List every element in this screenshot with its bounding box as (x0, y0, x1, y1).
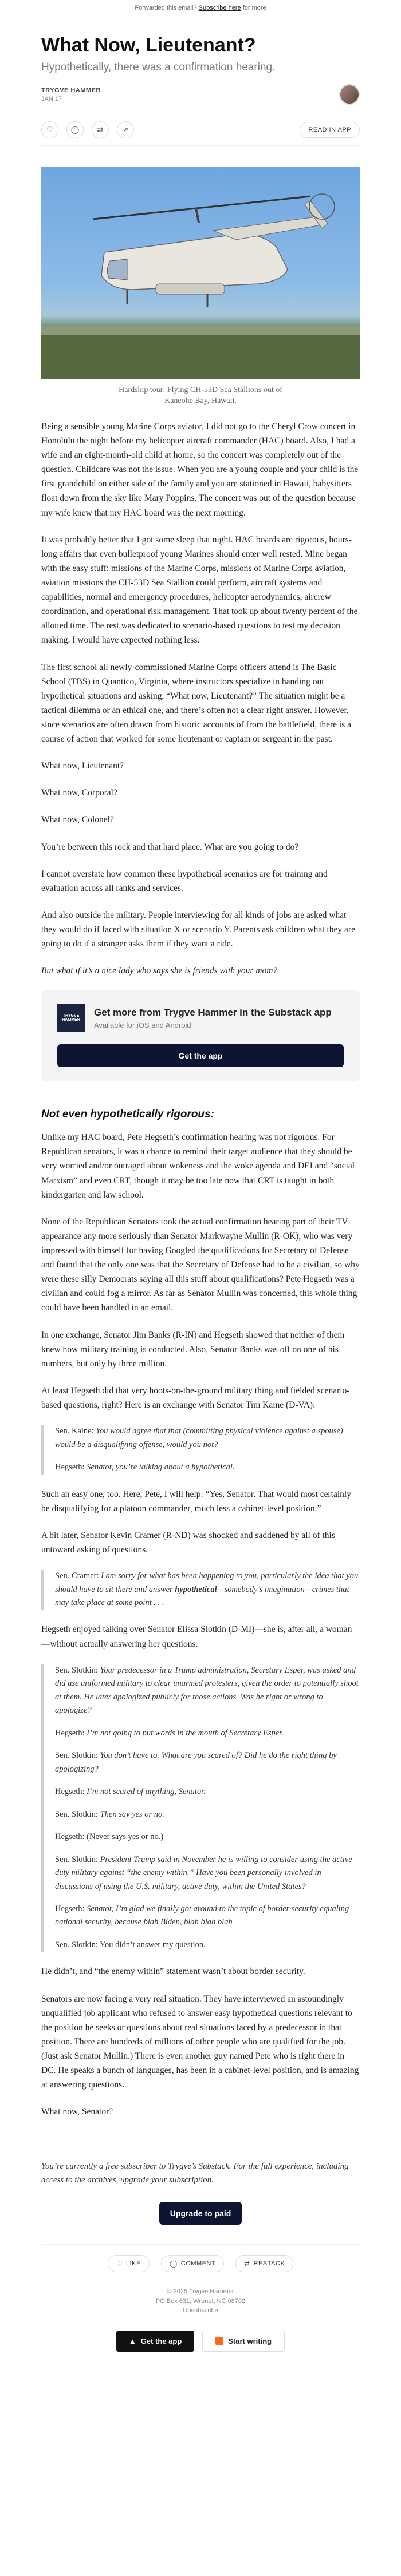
quote-text: Then say yes or no. (100, 1809, 164, 1819)
paragraph: You’re between this rock and that hard place. What are you going to do? (41, 842, 299, 852)
paragraph: Unlike my HAC board, Pete Hegseth’s confirmation hearing was not rigorous. For Republican senators, it was a chance to remind their target audience that they should be very worried and/or outraged about wokeness and the woke agenda and DEI and “social Marxism” and even CRT, though it may be too late now that CRT is taught in both kindergarten and law school. (41, 1132, 355, 1200)
speaker: Sen. Slotkin: (55, 1809, 98, 1819)
speaker: Sen. Cramer: (55, 1571, 99, 1581)
paragraph: What now, Colonel? (41, 815, 114, 825)
paragraph: In one exchange, Senator Jim Banks (R-IN) and Hegseth showed that neither of them knew how military training is conducted. Also, Senator Banks was off on one of his numbers, but only by three million. (41, 1330, 345, 1369)
substack-icon (215, 2337, 223, 2345)
speaker: Hegseth: (55, 1787, 85, 1797)
paragraph: What now, Lieutenant? (41, 761, 124, 771)
section-heading: Not even hypothetically rigorous: (41, 1108, 214, 1121)
quote-text: I am sorry for what has been happening to you, particularly the idea that you should have to sit there and answer (55, 1571, 359, 1594)
quote-text: —somebody’s imagination—crimes that may take place at some point . . . (55, 1584, 349, 1607)
speaker: Hegseth: (55, 1832, 85, 1842)
unsubscribe-link[interactable]: Unsubscribe (183, 2307, 218, 2315)
quote-emphasis: hypothetical (175, 1584, 217, 1594)
paragraph: What now, Corporal? (41, 788, 117, 798)
rotor-blade (93, 196, 310, 219)
copyright: © 2025 Trygve Hammer (167, 2288, 234, 2296)
like-label: LIKE (125, 2260, 141, 2268)
like-button[interactable] (108, 2255, 150, 2272)
heart-icon[interactable]: ♡ (41, 121, 58, 138)
quote-text: Senator, I’m glad we finally got around to the topic of border security equaling national security, because blah Biden, blah blah blah (55, 1904, 349, 1927)
quote-text: You don’t have to. What are you scared of? Did he do the right thing by apologizing? (55, 1751, 337, 1774)
quote-text: You didn’t answer my question. (100, 1940, 206, 1949)
comment-icon[interactable]: ◯ (66, 121, 84, 138)
heart-icon: ♡ (116, 2260, 123, 2268)
quote-text: Senator, you’re talking about a hypothetical. (87, 1463, 235, 1472)
paragraph: Such an easy one, too. Here, Pete, I will help: “Yes, Senator. That would most certainly be disqualifying for a platoon commander, much less a cabinet-level position.” (41, 1489, 351, 1513)
restack-button[interactable] (235, 2255, 293, 2272)
get-app-button[interactable]: Get the app (57, 1044, 344, 1067)
paragraph: A bit later, Senator Kevin Cramer (R-ND) was shocked and saddened by all of this untoward asking of questions. (41, 1530, 335, 1555)
treeline (41, 326, 360, 335)
post-title[interactable]: What Now, Lieutenant? (41, 34, 256, 56)
comment-button[interactable] (161, 2255, 224, 2272)
helicopter-illustration (41, 167, 360, 379)
action-bar (41, 114, 360, 146)
quote-text: President Trump said in November he is willing to consider using the active duty military against “the enemy within.” Have you been personally involved in discussions of using the U.S. military, active duty, within the United States? (55, 1854, 352, 1891)
banner-prefix: Forwarded this email? (135, 5, 197, 11)
paragraph: The first school all newly-commissioned Marine Corps officers attend is The Basic School (TBS) in Quantico, Virginia, where instructors specialize in handing out hypothetical situations and asking, “What now, Lieutenant?” The situation might be a tactical dilemma or an ethical one, and there’s often not a clear right answer. However, since scenarios are often drawn from historic accounts of from the battlefield, there is a course of action that worked for some lieutenant or captain or sergeant in the past. (41, 662, 352, 744)
subscription-box (41, 2142, 360, 2225)
restack-icon[interactable]: ⇄ (92, 121, 109, 138)
speaker: Sen. Slotkin: (55, 1665, 98, 1675)
banner-suffix: for more (242, 5, 266, 11)
quote-text: I’m not scared of anything, Senator. (87, 1787, 206, 1797)
subscribe-link[interactable]: Subscribe here (198, 5, 241, 11)
publication-logo: TRYGVE HAMMER (57, 1004, 85, 1032)
quote-kaine (41, 1425, 360, 1474)
cockpit-window (107, 259, 127, 280)
quote-text: Your predecessor in a Trump administration, Secretary Esper, was asked and did use uniformed military to clear unarmed protesters, given the order to potentially shoot at them. He later apologized publicly for those actions. Was he right or wrong to apologize? (55, 1665, 359, 1715)
quote-cramer (41, 1570, 360, 1610)
get-app-label: Get the app (140, 2336, 182, 2345)
paragraph: Being a sensible young Marine Corps aviator, I did not go to the Cheryl Crow concert in Honolulu the night before my helicopter aircraft commander (HAC) board. Also, I had a wife and an eight-month-old child at home, so the concert was completely out of the question. Childcare was not the issue. When you are a young couple and your child is the first grandchild on either side of the family and you are stationed in Hawaii, babysitters float down from the sky like Mary Poppins. The concert was out of the question because my wife knew that my HAC board was the next morning. (41, 421, 359, 518)
copyright-block (41, 2287, 360, 2316)
author-name[interactable]: TRYGVE HAMMER (41, 86, 101, 94)
quote-text: You would agree that that (committing physical violence against a spouse) would be a disqualifying offense, would you not? (55, 1426, 343, 1449)
subscription-message: You’re currently a free subscriber to Trygve’s Substack. For the full experience, including access to the archives, upgrade your subscription. (41, 2162, 349, 2185)
app-cta-box (41, 990, 360, 1081)
paragraph: At least Hegseth did that very hoots-on-the-ground military thing and fielded scenario-based questions, right? Here is an exchange with Senator Tim Kaine (D-VA): (41, 1385, 350, 1410)
author-row (41, 84, 360, 105)
apple-icon: ▲ (128, 2336, 136, 2345)
comment-label: COMMENT (180, 2260, 216, 2268)
quote-slotkin (41, 1664, 360, 1952)
paragraph: I cannot overstate how common these hypothetical scenarios are for training and evaluation across all ranks and services. (41, 869, 328, 893)
comment-icon: ◯ (169, 2260, 178, 2268)
post-figure (41, 167, 360, 407)
tail-boom (213, 217, 328, 240)
share-icon[interactable]: ↗ (117, 121, 134, 138)
rotor-mast (196, 208, 199, 223)
speaker: Hegseth: (55, 1463, 85, 1472)
footer-actions (41, 2244, 360, 2272)
image-caption: Hardship tour: Flying CH-53D Sea Stallions out of Kaneohe Bay, Hawaii. (119, 386, 282, 405)
read-in-app-button[interactable]: READ IN APP (300, 122, 360, 138)
speaker: Sen. Slotkin: (55, 1854, 98, 1864)
paragraph: None of the Republican Senators took the actual confirmation hearing part of their TV appearance any more seriously than Senator Markwayne Mullin (R-OK), who was very impressed with himself for having Googled the qualifications for Secretary of Defense and found that the only one was that the Secretary of Defense had to be a civilian, so why were these silly Democrats saying all this stuff about qualifications? Pete Hegseth was a civilian and could fog a mirror. As far as Senator Mullin was concerned, this whole thing could have been handled in an email. (41, 1216, 360, 1313)
sponson (156, 284, 225, 294)
cta-subtitle: Available for iOS and Android (94, 1020, 191, 1029)
post-date: JAN 17 (41, 95, 62, 102)
avatar[interactable] (339, 84, 360, 105)
cta-title: Get more from Trygve Hammer in the Substack app (94, 1006, 332, 1018)
post-subtitle: Hypothetically, there was a confirmation hearing. (41, 61, 276, 74)
speaker: Sen. Slotkin: (55, 1940, 98, 1949)
paragraph: What now, Senator? (41, 2107, 113, 2117)
paragraph: Hegseth enjoyed talking over Senator Elissa Slotkin (D-MI)—she is, after all, a woman—without actually answering her questions. (41, 1624, 352, 1649)
upgrade-to-paid-button[interactable]: Upgrade to paid (159, 2202, 242, 2225)
post-container (41, 19, 360, 2367)
paragraph-italic: But what if it’s a nice lady who says she is friends with your mom? (41, 966, 278, 976)
quote-text: (Never says yes or no.) (87, 1832, 164, 1842)
footer-get-app-button[interactable] (116, 2331, 194, 2352)
speaker: Hegseth: (55, 1904, 85, 1913)
paragraph: He didn’t, and “the enemy within” statement wasn’t about border security. (41, 1967, 305, 1977)
bottom-buttons (41, 2331, 360, 2367)
restack-icon: ⇄ (244, 2260, 250, 2268)
speaker: Sen. Slotkin: (55, 1751, 98, 1761)
start-writing-button[interactable] (202, 2331, 285, 2352)
speaker: Sen. Kaine: (55, 1426, 94, 1436)
paragraph: It was probably better that I got some sleep that night. HAC boards are rigorous, hours-long affairs that even bulletproof young Marines should enter well rested. Mine began with the easy stuff: missions of the Marine Corps, missions of Marine Corps aviation, aviation missions the CH-53D Sea Stallion could perform, aircraft systems and capabilities, normal and emergency procedures, helicopter aerodynamics, aircrew coordination, and operational risk management. That took up about twenty percent of the allotted time. The rest was dedicated to scenario-based questions to test my decision making. I would have expected nothing less. (41, 534, 358, 645)
address: PO Box 631, Wrenet, NC 08702 (155, 2297, 246, 2305)
speaker: Hegseth: (55, 1728, 85, 1738)
start-writing-label: Start writing (228, 2336, 272, 2345)
paragraph: Senators are now facing a very real situation. They have interviewed an astoundingly unqualified job applicant who refused to answer easy hypothetical questions relevant to the position he seeks or questions about real situations faced by a predecessor in that position. There are hundreds of millions of other people who are qualified for the job. (Just ask Senator Mullin.) There is even another guy named Pete who is right there in DC. He speaks a bunch of languages, has been in a cabinet-level position, and is amazing at answering questions. (41, 1994, 359, 2090)
quote-text: I’m not going to put words in the mouth of Secretary Esper. (87, 1728, 284, 1738)
restack-label: RESTACK (253, 2260, 285, 2268)
forward-banner (0, 0, 401, 19)
fuselage (101, 234, 288, 290)
paragraph: And also outside the military. People interviewing for all kinds of jobs are asked what they would do if faced with situation X or scenario Y. Parents ask children what they are going to do if a stranger asks them if they want a ride. (41, 910, 355, 949)
ground (41, 332, 360, 379)
helicopter-image[interactable] (41, 167, 360, 379)
